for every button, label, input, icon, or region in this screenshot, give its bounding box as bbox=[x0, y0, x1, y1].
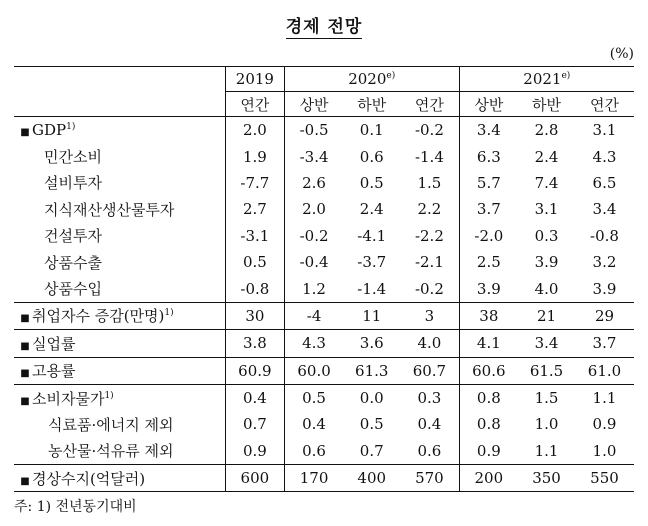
value-cell: 0.3 bbox=[534, 226, 559, 245]
value-cell: 3.2 bbox=[592, 253, 617, 272]
value-cell: -0.4 bbox=[284, 249, 343, 275]
row-label bbox=[14, 465, 225, 492]
value-cell: 600 bbox=[225, 465, 284, 492]
value-cell: 11 bbox=[343, 302, 400, 329]
value-cell: -7.7 bbox=[225, 170, 284, 196]
value-cell: 0.5 bbox=[225, 249, 284, 275]
footnote-marker: 1) bbox=[164, 308, 174, 319]
year-2020: 2020$^{e)}$ bbox=[284, 67, 459, 92]
value-cell: 6.3 bbox=[459, 143, 518, 169]
value-cell: 2.7 bbox=[225, 196, 284, 222]
value-cell: -4.1 bbox=[357, 226, 387, 245]
table-row bbox=[14, 465, 634, 492]
value-cell: 0.8 bbox=[459, 384, 518, 411]
value-cell: -1.4 bbox=[357, 279, 387, 298]
row-label bbox=[14, 117, 225, 144]
value-cell: 0.4 bbox=[225, 384, 284, 411]
value-cell: 0.6 bbox=[284, 438, 343, 465]
value-cell: 3.1 bbox=[592, 121, 617, 140]
footnote: 주: 1) 전년동기대비 bbox=[14, 499, 137, 515]
row-label bbox=[14, 411, 225, 437]
row-label-text: 실업률 bbox=[32, 334, 76, 353]
table-row bbox=[14, 384, 634, 411]
value-cell: 3.6 bbox=[343, 330, 400, 357]
row-label bbox=[14, 302, 225, 329]
value-cell: 3 bbox=[400, 302, 459, 329]
bullet-icon: ■ bbox=[20, 368, 30, 380]
table-row bbox=[14, 196, 634, 222]
bullet-icon: ■ bbox=[20, 340, 30, 352]
value-cell: 170 bbox=[284, 465, 343, 492]
value-cell: 0.5 bbox=[359, 173, 384, 192]
bullet-icon: ■ bbox=[20, 395, 30, 407]
value-cell: 3.9 bbox=[459, 275, 518, 302]
value-cell: 0.6 bbox=[417, 441, 442, 460]
value-cell: 0.4 bbox=[417, 415, 442, 434]
value-cell: 1.0 bbox=[534, 415, 559, 434]
period-header: 연간 bbox=[575, 92, 634, 117]
row-label-text: 민간소비 bbox=[44, 148, 102, 167]
row-label-text: 취업자수 증감(만명) bbox=[32, 307, 165, 326]
unit-label: (%) bbox=[609, 46, 634, 62]
value-cell: -0.8 bbox=[225, 275, 284, 302]
value-cell: 0.4 bbox=[284, 411, 343, 437]
value-cell: 3.1 bbox=[534, 200, 559, 219]
row-label bbox=[14, 384, 225, 411]
value-cell: 0.7 bbox=[225, 411, 284, 437]
row-label bbox=[14, 438, 225, 465]
page-title: 경제 전망 bbox=[285, 17, 363, 37]
row-label bbox=[14, 330, 225, 357]
period-header: 하반 bbox=[343, 92, 400, 117]
value-cell: 6.5 bbox=[592, 173, 617, 192]
row-label bbox=[14, 223, 225, 249]
row-label bbox=[14, 275, 225, 302]
period-header: 하반 bbox=[518, 92, 575, 117]
value-cell: 1.5 bbox=[417, 173, 442, 192]
year-2021: 2021$^{e)}$ bbox=[459, 67, 634, 92]
value-cell: 2.0 bbox=[284, 196, 343, 222]
row-label-text: 건설투자 bbox=[44, 227, 102, 246]
value-cell: 4.3 bbox=[592, 147, 617, 166]
row-label bbox=[14, 170, 225, 196]
value-cell: 200 bbox=[459, 465, 518, 492]
value-cell: 21 bbox=[518, 302, 575, 329]
value-cell: 29 bbox=[575, 302, 634, 329]
value-cell: 3.4 bbox=[518, 330, 575, 357]
row-label bbox=[14, 196, 225, 222]
value-cell: 60.0 bbox=[284, 357, 343, 384]
value-cell: 400 bbox=[343, 465, 400, 492]
table-body bbox=[14, 117, 634, 492]
row-label-text: 고용률 bbox=[32, 362, 76, 381]
value-cell: 3.4 bbox=[459, 117, 518, 144]
row-label-text: GDP bbox=[32, 121, 67, 140]
row-label bbox=[14, 143, 225, 169]
period-header: 연간 bbox=[225, 92, 284, 117]
value-cell: 0.1 bbox=[359, 121, 384, 140]
row-label-text: 경상수지(억달러) bbox=[32, 469, 146, 488]
value-cell: 1.1 bbox=[575, 384, 634, 411]
period-header: 상반 bbox=[459, 92, 518, 117]
table-row bbox=[14, 143, 634, 169]
value-cell: 61.0 bbox=[575, 357, 634, 384]
value-cell: 2.0 bbox=[225, 117, 284, 144]
value-cell: -0.8 bbox=[590, 226, 619, 245]
value-cell: 0.6 bbox=[359, 147, 384, 166]
table-row bbox=[14, 275, 634, 302]
value-cell: 0.9 bbox=[592, 415, 617, 434]
table-row bbox=[14, 411, 634, 437]
table-row bbox=[14, 357, 634, 384]
value-cell: 0.8 bbox=[459, 411, 518, 437]
value-cell: 30 bbox=[225, 302, 284, 329]
value-cell: 0.0 bbox=[343, 384, 400, 411]
table-row bbox=[14, 223, 634, 249]
value-cell: 2.6 bbox=[284, 170, 343, 196]
value-cell: -0.2 bbox=[284, 223, 343, 249]
value-cell: 1.9 bbox=[225, 143, 284, 169]
value-cell: -2.2 bbox=[414, 226, 444, 245]
value-cell: 4.1 bbox=[459, 330, 518, 357]
value-cell: 0.7 bbox=[359, 441, 384, 460]
value-cell: -3.7 bbox=[357, 253, 387, 272]
value-cell: 0.5 bbox=[284, 384, 343, 411]
header-period-row bbox=[14, 92, 634, 117]
value-cell: 2.8 bbox=[534, 121, 559, 140]
value-cell: -2.1 bbox=[414, 253, 444, 272]
value-cell: 3.9 bbox=[592, 279, 617, 298]
value-cell: -3.1 bbox=[225, 223, 284, 249]
footnote-marker: 1) bbox=[104, 390, 114, 401]
value-cell: -3.4 bbox=[284, 143, 343, 169]
value-cell: 0.3 bbox=[400, 384, 459, 411]
year-2019: 2019 bbox=[225, 67, 284, 92]
period-header: 상반 bbox=[284, 92, 343, 117]
bullet-icon: ■ bbox=[20, 475, 30, 487]
value-cell: 1.5 bbox=[518, 384, 575, 411]
value-cell: -0.2 bbox=[414, 121, 444, 140]
value-cell: 1.1 bbox=[534, 441, 559, 460]
value-cell: 1.0 bbox=[592, 441, 617, 460]
value-cell: 2.2 bbox=[417, 200, 442, 219]
value-cell: 0.5 bbox=[359, 415, 384, 434]
header-year-row bbox=[14, 67, 634, 92]
row-label-text: 식료품·에너지 제외 bbox=[48, 415, 174, 434]
outlook-table bbox=[14, 66, 634, 492]
row-label-text: 상품수출 bbox=[44, 253, 102, 272]
value-cell: 5.7 bbox=[459, 170, 518, 196]
row-label-text: 설비투자 bbox=[44, 174, 102, 193]
table-row bbox=[14, 170, 634, 196]
table-row bbox=[14, 302, 634, 329]
value-cell: 60.7 bbox=[400, 357, 459, 384]
value-cell: 0.9 bbox=[459, 438, 518, 465]
table-row bbox=[14, 249, 634, 275]
value-cell: -0.5 bbox=[284, 117, 343, 144]
value-cell: -1.4 bbox=[414, 147, 444, 166]
value-cell: 61.5 bbox=[518, 357, 575, 384]
period-header: 연간 bbox=[400, 92, 459, 117]
value-cell: 570 bbox=[400, 465, 459, 492]
bullet-icon: ■ bbox=[20, 127, 30, 139]
value-cell: -4 bbox=[284, 302, 343, 329]
value-cell: 550 bbox=[575, 465, 634, 492]
value-cell: 2.4 bbox=[359, 200, 384, 219]
value-cell: 4.0 bbox=[400, 330, 459, 357]
value-cell: 3.9 bbox=[534, 253, 559, 272]
value-cell: 1.2 bbox=[284, 275, 343, 302]
value-cell: -2.0 bbox=[459, 223, 518, 249]
row-label bbox=[14, 249, 225, 275]
bullet-icon: ■ bbox=[20, 313, 30, 325]
value-cell: 60.6 bbox=[459, 357, 518, 384]
value-cell: -0.2 bbox=[414, 279, 444, 298]
footnote-marker: 1) bbox=[66, 122, 76, 133]
table-row bbox=[14, 117, 634, 144]
row-label-text: 상품수입 bbox=[44, 280, 102, 299]
value-cell: 61.3 bbox=[343, 357, 400, 384]
row-label bbox=[14, 357, 225, 384]
table-row bbox=[14, 438, 634, 465]
table-row bbox=[14, 330, 634, 357]
value-cell: 3.7 bbox=[459, 196, 518, 222]
value-cell: 7.4 bbox=[534, 173, 559, 192]
value-cell: 3.7 bbox=[575, 330, 634, 357]
value-cell: 350 bbox=[518, 465, 575, 492]
value-cell: 3.4 bbox=[592, 200, 617, 219]
value-cell: 60.9 bbox=[225, 357, 284, 384]
value-cell: 2.5 bbox=[459, 249, 518, 275]
value-cell: 3.8 bbox=[225, 330, 284, 357]
row-label-text: 지식재산생산물투자 bbox=[44, 200, 175, 219]
row-label-text: 농산물·석유류 제외 bbox=[48, 442, 174, 461]
value-cell: 4.0 bbox=[534, 279, 559, 298]
value-cell: 0.9 bbox=[225, 438, 284, 465]
value-cell: 4.3 bbox=[284, 330, 343, 357]
value-cell: 2.4 bbox=[534, 147, 559, 166]
row-label-text: 소비자물가 bbox=[32, 389, 105, 408]
value-cell: 38 bbox=[459, 302, 518, 329]
